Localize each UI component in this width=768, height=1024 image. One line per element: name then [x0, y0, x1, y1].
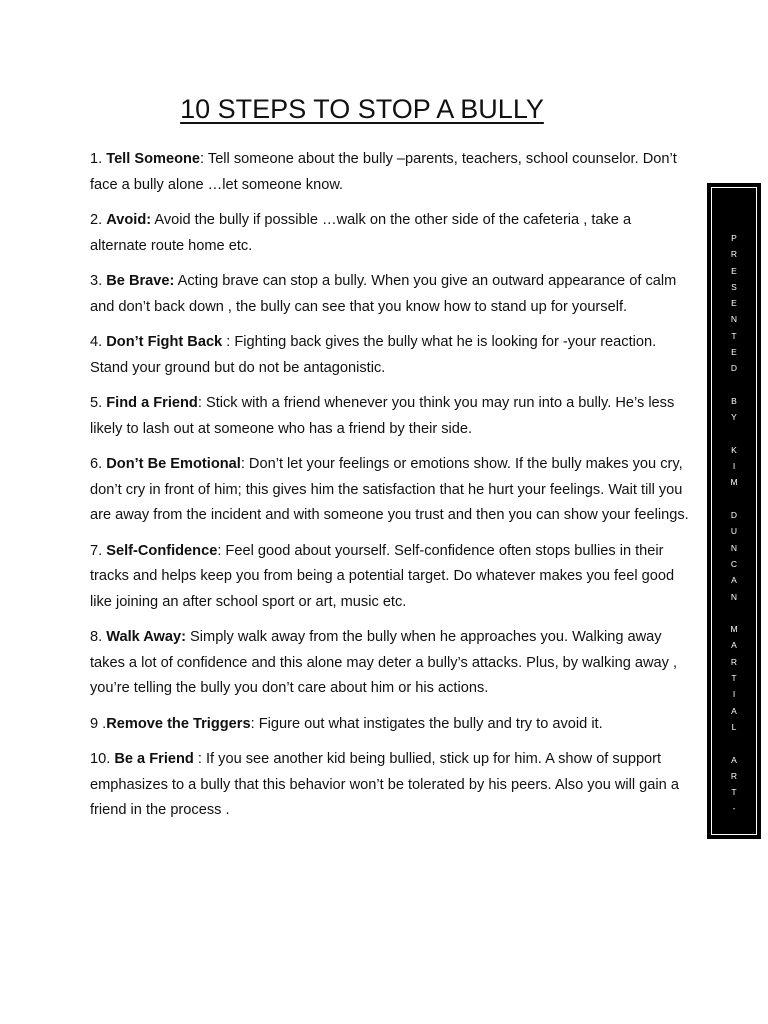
sidebar-letter: I [732, 689, 736, 700]
step-item [90, 147, 690, 198]
sidebar-letter: T [731, 330, 737, 341]
step-heading: Don’t Be Emotional [106, 456, 241, 472]
sidebar-letter: D [730, 363, 738, 374]
sidebar-letter: N [730, 542, 738, 553]
presenter-sidebar [707, 183, 761, 839]
sidebar-letter [712, 377, 756, 393]
step-text: Avoid the bully if possible …walk on the other side of the cafeteria , take a alternate route home etc. [90, 212, 632, 254]
sidebar-letter: A [731, 705, 737, 716]
sidebar-letter: E [731, 265, 737, 276]
sidebar-letter: S [731, 281, 737, 292]
step-number: 1. [90, 151, 107, 167]
step-heading: Avoid: [106, 212, 152, 228]
sidebar-letter: C [730, 558, 738, 569]
sidebar-letter: T [731, 673, 737, 684]
step-heading: Be Brave: [106, 273, 175, 289]
step-number: 4. [90, 334, 107, 350]
sidebar-letter: A [731, 575, 737, 586]
sidebar-vertical-text [712, 230, 756, 817]
sidebar-letter: R [730, 656, 738, 667]
sidebar-letter: A [731, 754, 737, 765]
sidebar-letter: L [731, 721, 737, 732]
step-number: 7. [90, 542, 107, 559]
step-item [90, 747, 690, 824]
step-number: 8. [90, 629, 107, 645]
step-heading: Find a Friend [106, 395, 198, 411]
sidebar-letter: D [730, 510, 738, 521]
page-title-text: 10 STEPS TO STOP A BULLY [180, 94, 544, 124]
step-text: Simply walk away from the bully when he approaches you. Walking away takes a lot of confidence and this alone may deter a bully’s attacks. Plus, by walking away , you’re telling the bully you don’t care about him or his actions. [90, 629, 678, 696]
step-item [90, 391, 690, 442]
sidebar-letter: M [730, 624, 738, 635]
step-item [90, 330, 690, 381]
sidebar-letter [712, 605, 756, 621]
sidebar-letter: R [730, 770, 738, 781]
step-number: 9 . [90, 715, 107, 732]
sidebar-letter: P [731, 233, 737, 243]
step-item [90, 712, 690, 738]
sidebar-letter: N [730, 591, 738, 602]
sidebar-letter: - [732, 803, 736, 814]
step-text: : Stick with a friend whenever you think you may run into a bully. He’s less likely to lash out at someone who has a friend by their side. [90, 395, 675, 437]
sidebar-letter: E [731, 347, 737, 358]
page-title [0, 94, 724, 125]
step-item [90, 208, 690, 259]
sidebar-letter: N [730, 314, 738, 325]
step-number: 2. [90, 212, 107, 228]
sidebar-letter [712, 491, 756, 507]
step-heading: Self-Confidence [106, 542, 218, 559]
step-item [90, 539, 690, 616]
sidebar-letter: T [731, 787, 737, 798]
step-item [90, 625, 690, 702]
sidebar-letter: E [731, 298, 737, 309]
step-heading: Don’t Fight Back [106, 334, 223, 350]
step-number: 10. [90, 751, 115, 767]
step-text: : Tell someone about the bully –parents, teachers, school counselor. Don’t face a bully alone …let someone know. [90, 151, 677, 193]
sidebar-letter: Y [731, 412, 737, 423]
step-number: 3. [90, 273, 107, 289]
sidebar-border [711, 187, 757, 835]
step-text: : Don’t let your feelings or emotions show. If the bully makes you cry, don’t cry in front of him; this gives him the satisfaction that he hurt your feelings. Wait till you are away from the incident and with someone you trust and then you can show your feelings. [90, 456, 689, 523]
step-heading: Be a Friend [114, 751, 194, 767]
step-number: 6. [90, 456, 107, 472]
step-text: : If you see another kid being bullied, stick up for him. A show of support emphasizes to a bully that this behavior won’t be tolerated by his peers. Also you will gain a friend in the process . [90, 751, 679, 818]
step-item [90, 452, 690, 529]
step-text: : Figure out what instigates the bully and try to avoid it. [250, 715, 603, 732]
step-heading: Remove the Triggers [106, 715, 251, 732]
sidebar-letter [712, 426, 756, 442]
step-text: : Fighting back gives the bully what he is looking for -your reaction. Stand your ground but do not be antagonistic. [90, 334, 657, 376]
sidebar-letter [712, 735, 756, 751]
sidebar-letter: U [730, 526, 738, 537]
step-item [90, 269, 690, 320]
sidebar-letter: A [731, 640, 737, 651]
sidebar-letter: R [730, 249, 738, 260]
step-number: 5. [90, 395, 107, 411]
sidebar-letter: M [730, 477, 738, 488]
sidebar-letter: I [732, 461, 736, 472]
step-text: : Feel good about yourself. Self-confidence often stops bullies in their tracks and helps keep you from being a potential target. Do whatever makes you feel good like joining an after school sport or art, music etc. [90, 542, 675, 610]
step-text: Acting brave can stop a bully. When you give an outward appearance of calm and don’t back down , the bully can see that you know how to stand up for yourself. [90, 273, 677, 315]
steps-list [90, 147, 690, 834]
step-heading: Walk Away: [106, 629, 186, 645]
sidebar-letter: B [731, 395, 737, 406]
step-heading: Tell Someone [106, 151, 201, 167]
sidebar-letter: K [731, 444, 737, 455]
